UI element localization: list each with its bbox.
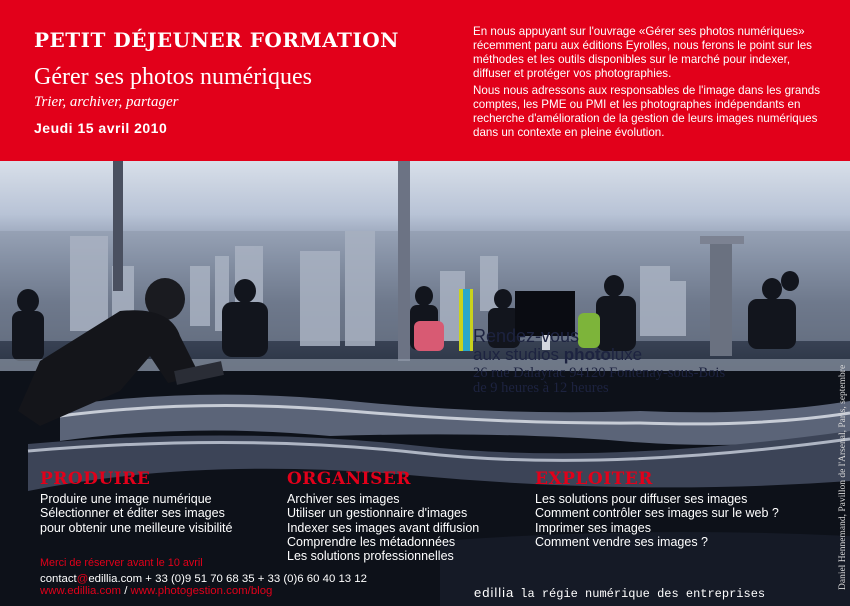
event-date: Jeudi 15 avril 2010 [34, 120, 168, 136]
list-item: Comprendre les métadonnées [287, 534, 456, 549]
list-item: Comment vendre ses images ? [535, 534, 708, 549]
list-item: Les solutions professionnelles [287, 549, 454, 564]
venue-studio-name [473, 346, 725, 364]
intro-text [473, 25, 830, 143]
column-heading: PRODUIRE [40, 469, 151, 489]
column-organiser [287, 469, 479, 563]
list-item: Imprimer ses images [535, 520, 651, 535]
list-item: Comment contrôler ses images sur le web ? [535, 506, 779, 521]
brand-logo [474, 584, 765, 602]
column-heading: EXPLOITER [535, 469, 653, 489]
link-photogestion-blog[interactable]: www.photogestion.com/blog [130, 585, 273, 597]
contact-at-sign: @ [76, 573, 89, 585]
venue-block [473, 326, 725, 396]
brand-tagline: la régie numérique des entreprises [520, 587, 766, 601]
intro-paragraph: Nous nous adressons aux responsables de l'image dans les grands comptes, les PME ou PMI et les photographes indépendants en recherche d'amélioration de la gestion de leurs images numériques dans un contexte en pleine évolution. [473, 84, 821, 139]
column-list [287, 492, 479, 563]
venue-studio-suffix: luxe [610, 345, 643, 364]
list-item: Produire une image numérique [40, 492, 212, 506]
list-item: Les solutions pour diffuser ses images [535, 492, 748, 506]
venue-studio-bold: photo [563, 345, 611, 364]
event-title: Gérer ses photos numériques [34, 64, 312, 90]
column-produire [40, 469, 232, 535]
reservation-note: Merci de réserver avant le 10 avril [40, 557, 203, 569]
link-edillia[interactable]: www.edillia.com [40, 585, 122, 597]
column-list [535, 492, 779, 549]
venue-studio-prefix: aux studios [473, 345, 564, 364]
list-item: Indexer ses images avant diffusion [287, 520, 480, 535]
contact-details: edillia.com + 33 (0)9 51 70 68 35 + 33 (0)6 60 40 13 12 [88, 573, 367, 585]
column-heading: ORGANISER [287, 469, 411, 489]
intro-paragraph: En nous appuyant sur l'ouvrage «Gérer ses photos numériques» récemment paru aux éditions Eyrolles, nous ferons le point sur les méthodes et les outils disponibles sur le marché pour indexer, diffuser et protéger vos photographies. [473, 25, 812, 80]
contact-email-prefix: contact [40, 573, 77, 585]
event-type: PETIT DÉJEUNER FORMATION [34, 28, 399, 52]
web-links [40, 585, 272, 597]
event-subtitle: Trier, archiver, partager [34, 94, 179, 110]
column-exploiter [535, 469, 779, 549]
contact-line [40, 573, 367, 585]
column-list [40, 492, 232, 535]
list-item: Archiver ses images [287, 492, 400, 506]
venue-address: 26 rue Dalayrac 94120 Fontenay-sous-Bois [473, 365, 726, 381]
brand-name: edillia [474, 585, 515, 600]
venue-hours: de 9 heures à 12 heures [473, 380, 609, 396]
photo-credit: Daniel Hennemand, Pavillon de l'Arsenal, Paris, septembre [838, 364, 848, 590]
list-item: Utiliser un gestionnaire d'images [287, 506, 468, 521]
venue-heading: Rendez-vous [473, 326, 580, 346]
header-banner [0, 0, 850, 161]
link-separator: / [121, 585, 131, 597]
list-item: pour obtenir une meilleure visibilité [40, 520, 233, 535]
list-item: Sélectionner et éditer ses images [40, 506, 225, 521]
